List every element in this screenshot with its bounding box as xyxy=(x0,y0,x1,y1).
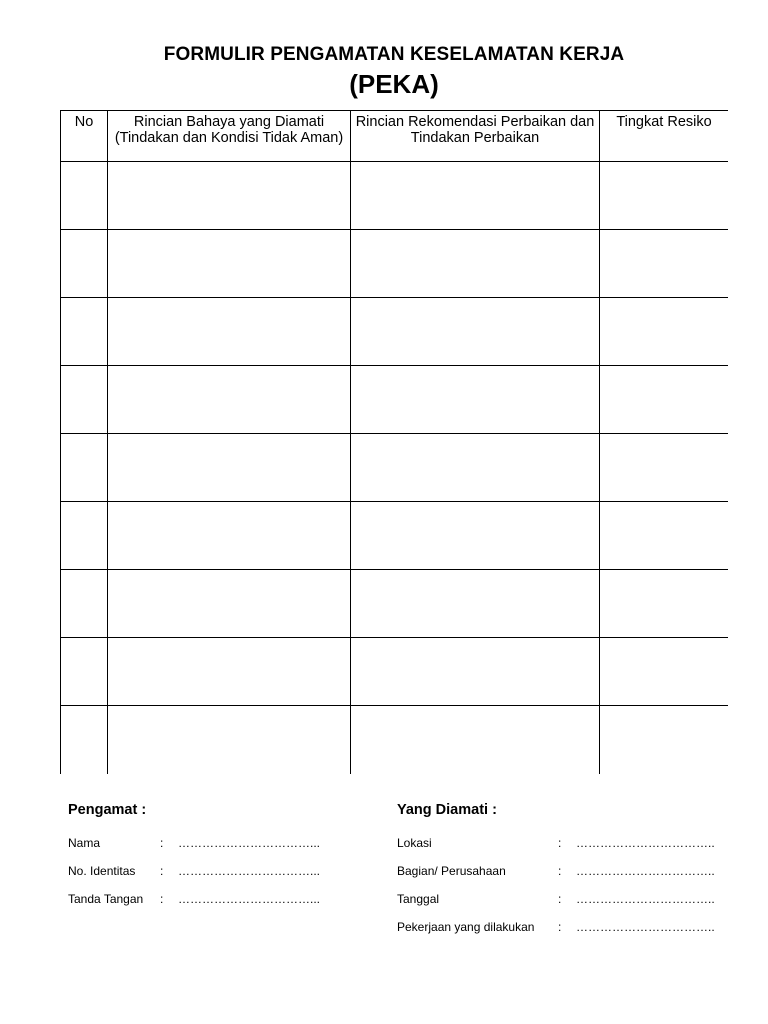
field-tanda-tangan-colon: : xyxy=(160,892,164,906)
table-row xyxy=(61,502,729,570)
field-pekerjaan-colon: : xyxy=(558,920,562,934)
form-subtitle: (PEKA) xyxy=(349,69,439,99)
cell-recommendation-details[interactable] xyxy=(351,298,600,366)
table-body xyxy=(61,162,729,774)
cell-recommendation-details[interactable] xyxy=(351,230,600,298)
cell-no[interactable] xyxy=(61,706,108,774)
observation-table xyxy=(60,110,728,774)
cell-risk-level[interactable] xyxy=(600,162,729,230)
cell-risk-level[interactable] xyxy=(600,366,729,434)
header-recommendation-details: Rincian Rekomendasi Perbaikan dan Tindakan Perbaikan xyxy=(351,111,600,162)
field-identitas-label: No. Identitas xyxy=(68,864,136,878)
cell-no[interactable] xyxy=(61,366,108,434)
cell-hazard-details[interactable] xyxy=(108,706,351,774)
cell-recommendation-details[interactable] xyxy=(351,638,600,706)
cell-recommendation-details[interactable] xyxy=(351,366,600,434)
cell-hazard-details[interactable] xyxy=(108,502,351,570)
cell-recommendation-details[interactable] xyxy=(351,706,600,774)
pengamat-title: Pengamat : xyxy=(68,802,147,818)
field-nama-label: Nama xyxy=(68,836,101,850)
field-bagian-colon: : xyxy=(558,864,562,878)
field-tanda-tangan-label: Tanda Tangan xyxy=(68,892,144,906)
header-hazard-details: Rincian Bahaya yang Diamati (Tindakan dan Kondisi Tidak Aman) xyxy=(108,111,351,162)
cell-hazard-details[interactable] xyxy=(108,162,351,230)
field-lokasi-input[interactable]: …………………………….. xyxy=(576,836,715,850)
field-tanggal-label: Tanggal xyxy=(397,892,440,906)
cell-recommendation-details[interactable] xyxy=(351,434,600,502)
table-row xyxy=(61,298,729,366)
field-tanggal-colon: : xyxy=(558,892,562,906)
table-row xyxy=(61,366,729,434)
cell-risk-level[interactable] xyxy=(600,434,729,502)
field-nama-colon: : xyxy=(160,836,164,850)
cell-risk-level[interactable] xyxy=(600,570,729,638)
cell-no[interactable] xyxy=(61,298,108,366)
cell-hazard-details[interactable] xyxy=(108,638,351,706)
field-pekerjaan-label: Pekerjaan yang dilakukan xyxy=(397,920,535,934)
cell-recommendation-details[interactable] xyxy=(351,570,600,638)
cell-no[interactable] xyxy=(61,434,108,502)
cell-risk-level[interactable] xyxy=(600,502,729,570)
field-lokasi-colon: : xyxy=(558,836,562,850)
cell-hazard-details[interactable] xyxy=(108,570,351,638)
header-risk-level: Tingkat Resiko xyxy=(600,111,729,162)
cell-hazard-details[interactable] xyxy=(108,298,351,366)
cell-recommendation-details[interactable] xyxy=(351,502,600,570)
cell-hazard-details[interactable] xyxy=(108,434,351,502)
header-no: No xyxy=(61,111,108,162)
field-identitas-colon: : xyxy=(160,864,164,878)
cell-risk-level[interactable] xyxy=(600,638,729,706)
table-row xyxy=(61,570,729,638)
cell-no[interactable] xyxy=(61,638,108,706)
cell-risk-level[interactable] xyxy=(600,706,729,774)
cell-risk-level[interactable] xyxy=(600,298,729,366)
cell-hazard-details[interactable] xyxy=(108,230,351,298)
field-lokasi-label: Lokasi xyxy=(397,836,432,850)
field-bagian-label: Bagian/ Perusahaan xyxy=(397,864,506,878)
field-pekerjaan-input[interactable]: …………………………….. xyxy=(576,920,715,934)
cell-recommendation-details[interactable] xyxy=(351,162,600,230)
table-row xyxy=(61,706,729,774)
table-row xyxy=(61,638,729,706)
table-row xyxy=(61,162,729,230)
form-title: FORMULIR PENGAMATAN KESELAMATAN KERJA xyxy=(163,44,625,65)
field-identitas-input[interactable]: ……………………………... xyxy=(178,864,321,878)
diamati-title: Yang Diamati : xyxy=(397,802,497,818)
field-tanda-tangan-input[interactable]: ……………………………... xyxy=(178,892,321,906)
table-row xyxy=(61,434,729,502)
table-row xyxy=(61,230,729,298)
cell-risk-level[interactable] xyxy=(600,230,729,298)
field-bagian-input[interactable]: …………………………….. xyxy=(576,864,715,878)
cell-no[interactable] xyxy=(61,230,108,298)
cell-no[interactable] xyxy=(61,502,108,570)
page-bottom-margin xyxy=(0,895,768,1024)
cell-no[interactable] xyxy=(61,570,108,638)
cell-no[interactable] xyxy=(61,162,108,230)
field-tanggal-input[interactable]: …………………………….. xyxy=(576,892,715,906)
field-nama-input[interactable]: ……………………………... xyxy=(178,836,321,850)
cell-hazard-details[interactable] xyxy=(108,366,351,434)
table-header-row xyxy=(61,111,729,162)
